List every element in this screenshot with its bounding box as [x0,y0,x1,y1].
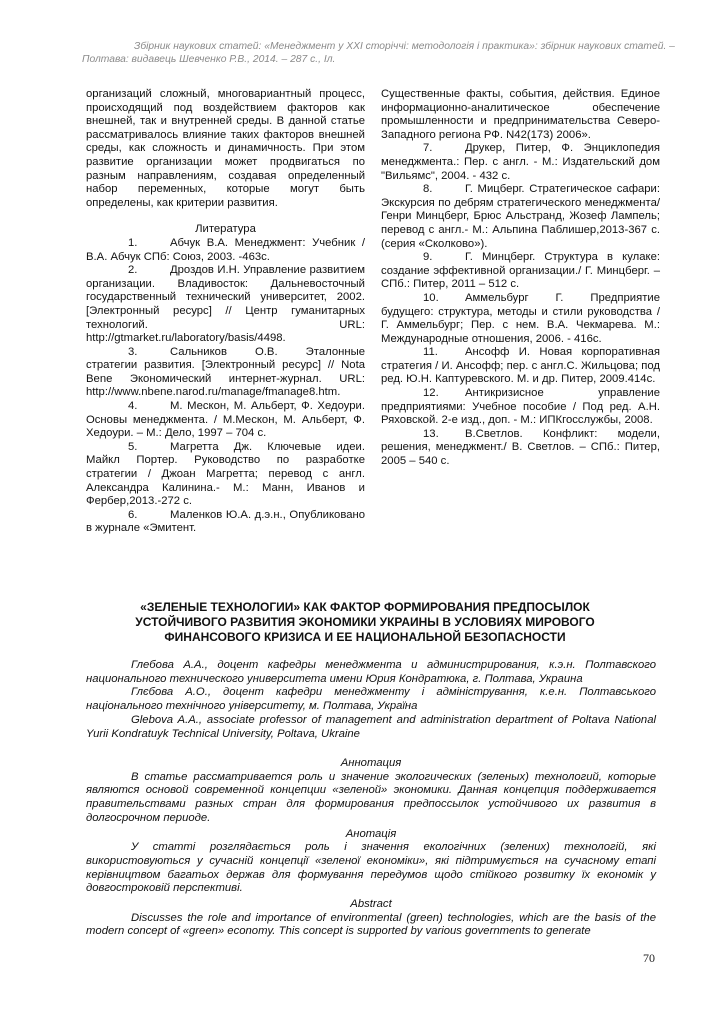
reference-text: М. Мескон, М. Альберт, Ф. Хедоури. Основы менеджмента. / М.Мескон, М. Альберт, Ф. Хедоури. – М.: Дело, 1997 – 704 с. [86,400,365,440]
reference-number: 7. [423,142,433,155]
reference-item [381,183,660,251]
reference-text: Г. Мицберг. Стратегическое сафари: Экскурсия по дебрям стратегического менеджмента/ Генри Минцберг, Брюс Альстранд, Жозеф Лампель; перевод с англ.- М.: Альпина Паблишер,2013-367 с. (серия «Сколково»). [381,183,660,250]
author-affiliation-en: Glebova A.A., associate professor of management and administration department of Poltava National Yurii Kondratuyk Technical University, Poltava, Ukraine [86,713,656,740]
running-header-line-2: Полтава: видавець Шевченко Р.В., 2014. – 287 с., Іл. [82,54,336,65]
reference-item [86,264,365,346]
reference-number: 4. [128,400,138,413]
left-column [86,88,365,536]
reference-number: 2. [128,264,138,277]
reference-item [381,387,660,428]
reference-text: Дроздов И.Н. Управление развитием организации. Владивосток: Дальневосточный государственный технический университет, 2002. [Электронный ресурс] // Центр гуманитарных технологий. URL: http://gtmarket.ru/laboratory/basis/4498. [86,264,365,345]
reference-number: 11. [423,346,438,359]
running-header [82,40,682,66]
intro-paragraph: организаций сложный, многовариантный процесс, происходящий под воздействием факторов как внешней, так и внутренней среды. В данной статье рассматривалось влияние таких факторов внешней среды, как сложность и динамичность. При этом развитие организации может продвигаться по разным направлениям, создавая определенный набор переменных, которые могут быть определены, как критерии развития. [86,88,365,209]
reference-text: Маленков Ю.А. д.э.н., Опубликовано в журнале «Эмитент. [86,508,365,535]
reference-text: В.Светлов. Конфликт: модели, решения, менеджмент./ В. Светлов. – СПб.: Питер, 2005 – 540 с. [381,427,660,468]
reference-number: 6. [128,508,138,521]
abstract-heading: Аннотация [340,757,402,769]
article-title: «ЗЕЛЕНЫЕ ТЕХНОЛОГИИ» КАК ФАКТОР ФОРМИРОВАНИЯ ПРЕДПОСЫЛОК УСТОЙЧИВОГО РАЗВИТИЯ ЭКОНОМИКИ УКРАИНЫ В УСЛОВИЯХ МИРОВОГО ФИНАНСОВОГО КРИЗИСА И ЕЕ НАЦИОНАЛЬНОЙ БЕЗОПАСНОСТИ [135,600,595,644]
reference-text: Абчук В.А. Менеджмент: Учебник / В.А. Абчук СПб: Союз, 2003. -463с. [86,236,365,263]
reference-item [381,251,660,292]
reference-number: 12. [423,387,439,400]
reference-number: 8. [423,183,433,196]
reference-text: Ансофф И. Новая корпоративная стратегия / И. Ансофф; пер. с англ.С. Жильцова; под ред. Ю.Н. Каптуревского. М. и др. Питер, 2009.414с. [381,346,660,386]
authors-block [86,659,656,741]
reference-number: 5. [128,440,138,453]
reference-item [381,292,660,346]
reference-item [86,400,365,441]
reference-item [381,428,660,469]
literature-heading: Литература [195,223,256,236]
page-number: 70 [643,951,655,965]
reference-item [86,237,365,264]
reference-item [381,346,660,387]
abstract-uk [86,828,656,897]
abstract-text: У статті розглядається роль і значення екологічних (зелених) технологій, які використовуються у сучасній концепції «зеленої економіки», які підтримується на сучасному етапі керівництвом багатьох держав для формування передумов щодо стійкого розвитку їх економік у довгостроковій перспективі. [86,841,656,895]
reference-number: 9. [423,251,433,264]
abstract-ru [86,757,656,826]
reference-number: 3. [128,345,138,358]
reference-text: Друкер, Питер, Ф. Энциклопедия менеджмента.: Пер. с англ. - М.: Издательский дом "Вильямс", 2004. - 432 с. [381,142,660,182]
reference-item [381,142,660,183]
reference-number: 10. [423,291,439,304]
reference-number: 13. [423,427,439,440]
abstract-heading: Abstract [350,898,392,911]
reference-number: 1. [128,236,138,249]
reference-text: Антикризисное управление предприятиями: Учебное пособие / Под ред. А.Н. Ряховской. 2-е изд., доп. - М.: ИПКгосслужбы, 2008. [381,387,660,427]
abstract-text: В статье рассматривается роль и значение экологических (зеленых) технологий, которые являются основой современной концепции «зеленой» экономики. Данная концепция поддерживается правительствами разных стран для формирования предпоссылок устойчивого их развития в долгосрочном периоде. [86,770,656,824]
abstracts-block [86,757,656,939]
reference-text: Сальников О.В. Эталонные стратегии развития. [Электронный ресурс] // Nota Bene Экономический интернет-журнал. URL: http://www.nbene.narod.ru/manage/fmanage8.htm. [86,345,365,399]
author-affiliation-uk: Глєбова А.О., доцент кафедри менеджменту і адміністрування, к.е.н. Полтавського національного технічного університету, м. Полтава, Україна [86,686,656,713]
abstract-text: Discusses the role and importance of environmental (green) technologies, which are the basis of the modern concept of «green» economy. This concept is supported by various governments to generate [86,911,656,938]
abstract-heading: Анотація [345,827,397,840]
abstract-en [86,898,656,939]
reference-item [86,346,365,400]
reference-item [86,509,365,536]
reference-continuation: Существенные факты, события, действия. Единое информационно-аналитическое обеспечение промышленности и предпринимательства Северо-Западного региона РФ. N42(173) 2006». [381,88,660,141]
author-affiliation-ru: Глебова А.А., доцент кафедры менеджмента и администрирования, к.э.н. Полтавского национального технического университета имени Юрия Кондратюка, г. Полтава, Украина [86,659,656,685]
reference-text: Г. Минцберг. Структура в кулаке: создание эффективной организации./ Г. Минцберг. – СПб.: Питер, 2011 – 512 с. [381,251,660,291]
running-header-line-1: Збірник наукових статей: «Менеджмент у ХХІ сторіччі: методологія і практика»: збірник наукових статей. – [134,41,675,52]
reference-item [86,441,365,509]
reference-text: Магретта Дж. Ключевые идеи. Майкл Портер. Руководство по разработке стратегии / Джоан Магретта; перевод с англ. Александра Калинина.- М.: Манн, Иванов и Фербер,2013.-272 с. [86,440,365,508]
reference-text: Аммельбург Г. Предприятие будущего: структура, методы и стили руководства / Г. Аммельбург; Пер. с нем. В.А. Чекмарева. М.: Международные отношения, 2006. - 416с. [381,291,660,345]
right-column [381,88,660,469]
